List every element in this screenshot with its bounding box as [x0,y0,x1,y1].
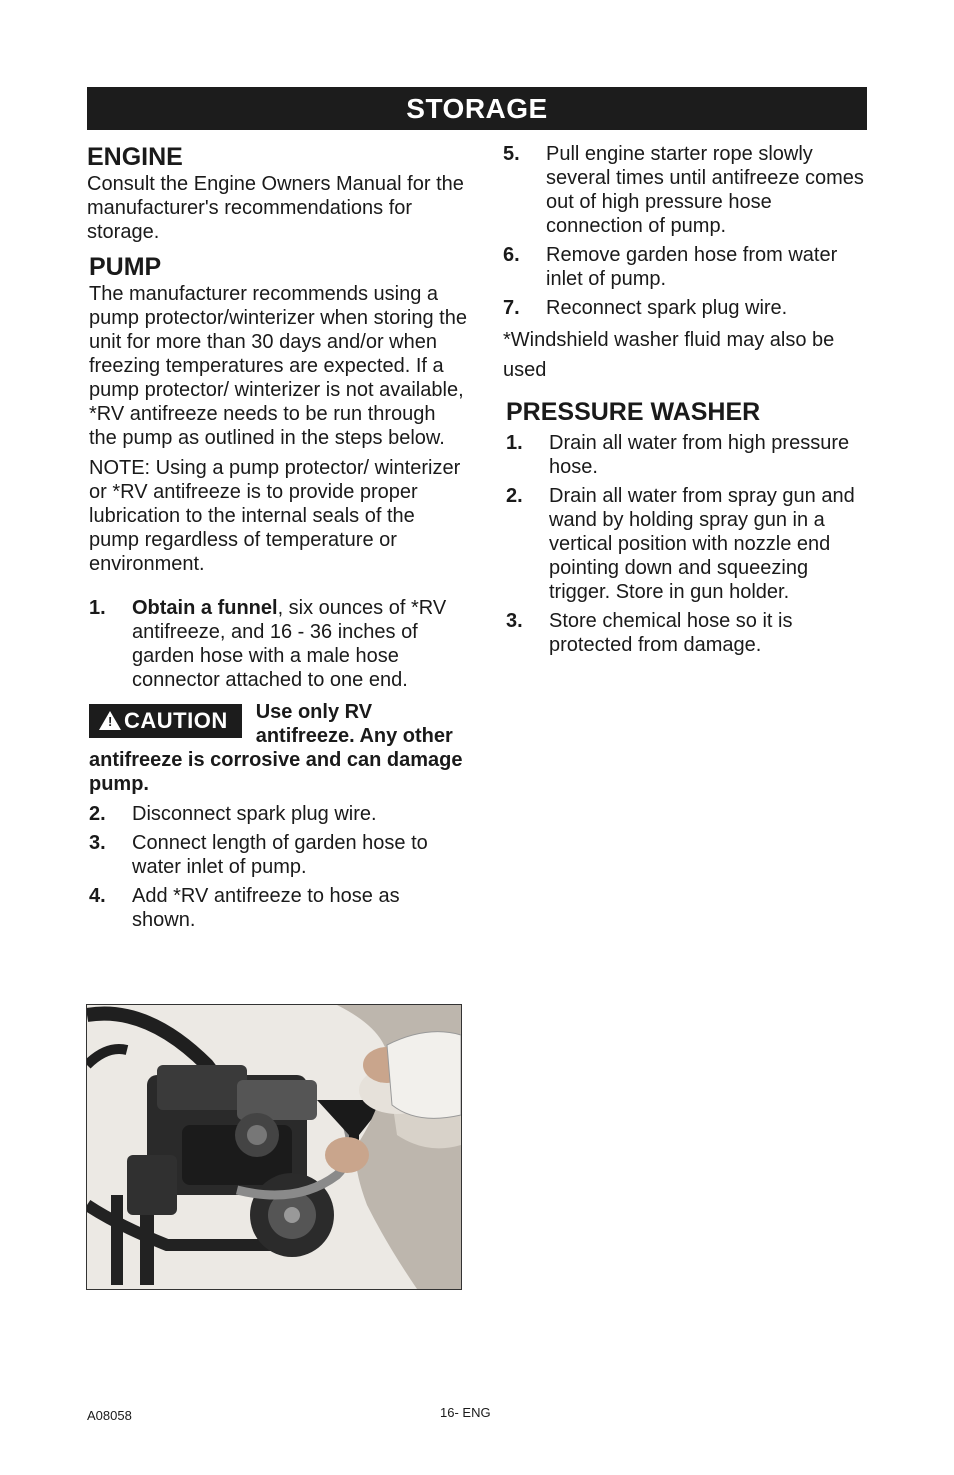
step-text: Add *RV antifreeze to hose as shown. [132,885,400,931]
page-title: STORAGE [87,87,867,130]
step-number: 7. [503,297,520,319]
pump-steps-left-continued [89,802,467,932]
step-number: 5. [503,143,520,165]
engine-text: Consult the Engine Owners Manual for the manufacturer's recommendations for storage. [87,173,464,243]
step-text: Pull engine starter rope slowly several times until antifreeze comes out of high pressure hose connection of pump. [546,143,864,237]
pressure-washer-steps [506,431,873,657]
step-text: Remove garden hose from water inlet of pump. [546,244,838,290]
step-item [503,142,873,238]
step-item [503,243,873,291]
pump-steps-right [503,142,873,320]
step-item [89,884,467,932]
footnote: *Windshield washer fluid may also be used [503,329,835,381]
step-item [506,484,873,604]
step-text: Store chemical hose so it is protected from damage. [549,610,793,656]
antifreeze-photo [86,1004,462,1290]
caution-label: CAUTION [124,708,228,733]
step-number: 3. [506,610,523,632]
step-text: Drain all water from high pressure hose. [549,432,850,478]
pump-steps-left [89,596,467,692]
step-item [506,431,873,479]
right-column [503,142,873,662]
step-item [89,802,467,826]
caution-badge [89,704,242,738]
step-number: 2. [506,485,523,507]
step-text: Reconnect spark plug wire. [546,297,788,319]
warning-triangle-icon: ! [99,711,121,730]
step-item [503,296,873,320]
pressure-washer-heading: PRESSURE WASHER [506,398,761,426]
step-number: 2. [89,803,106,825]
pump-heading: PUMP [89,253,162,281]
step-item [506,609,873,657]
step-text [132,596,467,692]
caution-text: Use only RV antifreeze. Any other antifreeze is corrosive and can damage pump. [89,701,463,795]
caution-notice [89,700,467,796]
step-number: 1. [506,432,523,454]
step-text: Disconnect spark plug wire. [132,803,377,825]
step-item [89,596,467,692]
step-number: 3. [89,832,106,854]
step-number: 4. [89,885,106,907]
document-code: A08058 [87,1408,132,1423]
step-number: 1. [89,597,106,619]
step-item [89,831,467,879]
step-text: Connect length of garden hose to water inlet of pump. [132,832,428,878]
step-number: 6. [503,244,520,266]
pump-text: The manufacturer recommends using a pump protector/winterizer when storing the unit for more than 30 days and/or when freezing temperatures are expected. If a pump protector/ winterizer is not available, *RV antifreeze needs to be run through the pump as outlined in the steps below. [89,283,467,449]
step-text: Drain all water from spray gun and wand by holding spray gun in a vertical position with nozzle end pointing down and squeezing trigger. Store in gun holder. [549,485,855,603]
pump-note: NOTE: Using a pump protector/ winterizer or *RV antifreeze is to provide proper lubrication to the internal seals of the pump regardless of temperature or environment. [89,457,461,575]
page-number: 16- ENG [440,1405,491,1420]
step-rest-text: , six ounces of *RV antifreeze, and 16 - 36 inches of garden hose with a male hose connector attached to one end. [132,597,447,691]
left-column [87,142,467,937]
step-bold-text: Obtain a funnel [132,597,278,619]
engine-heading: ENGINE [87,143,183,171]
